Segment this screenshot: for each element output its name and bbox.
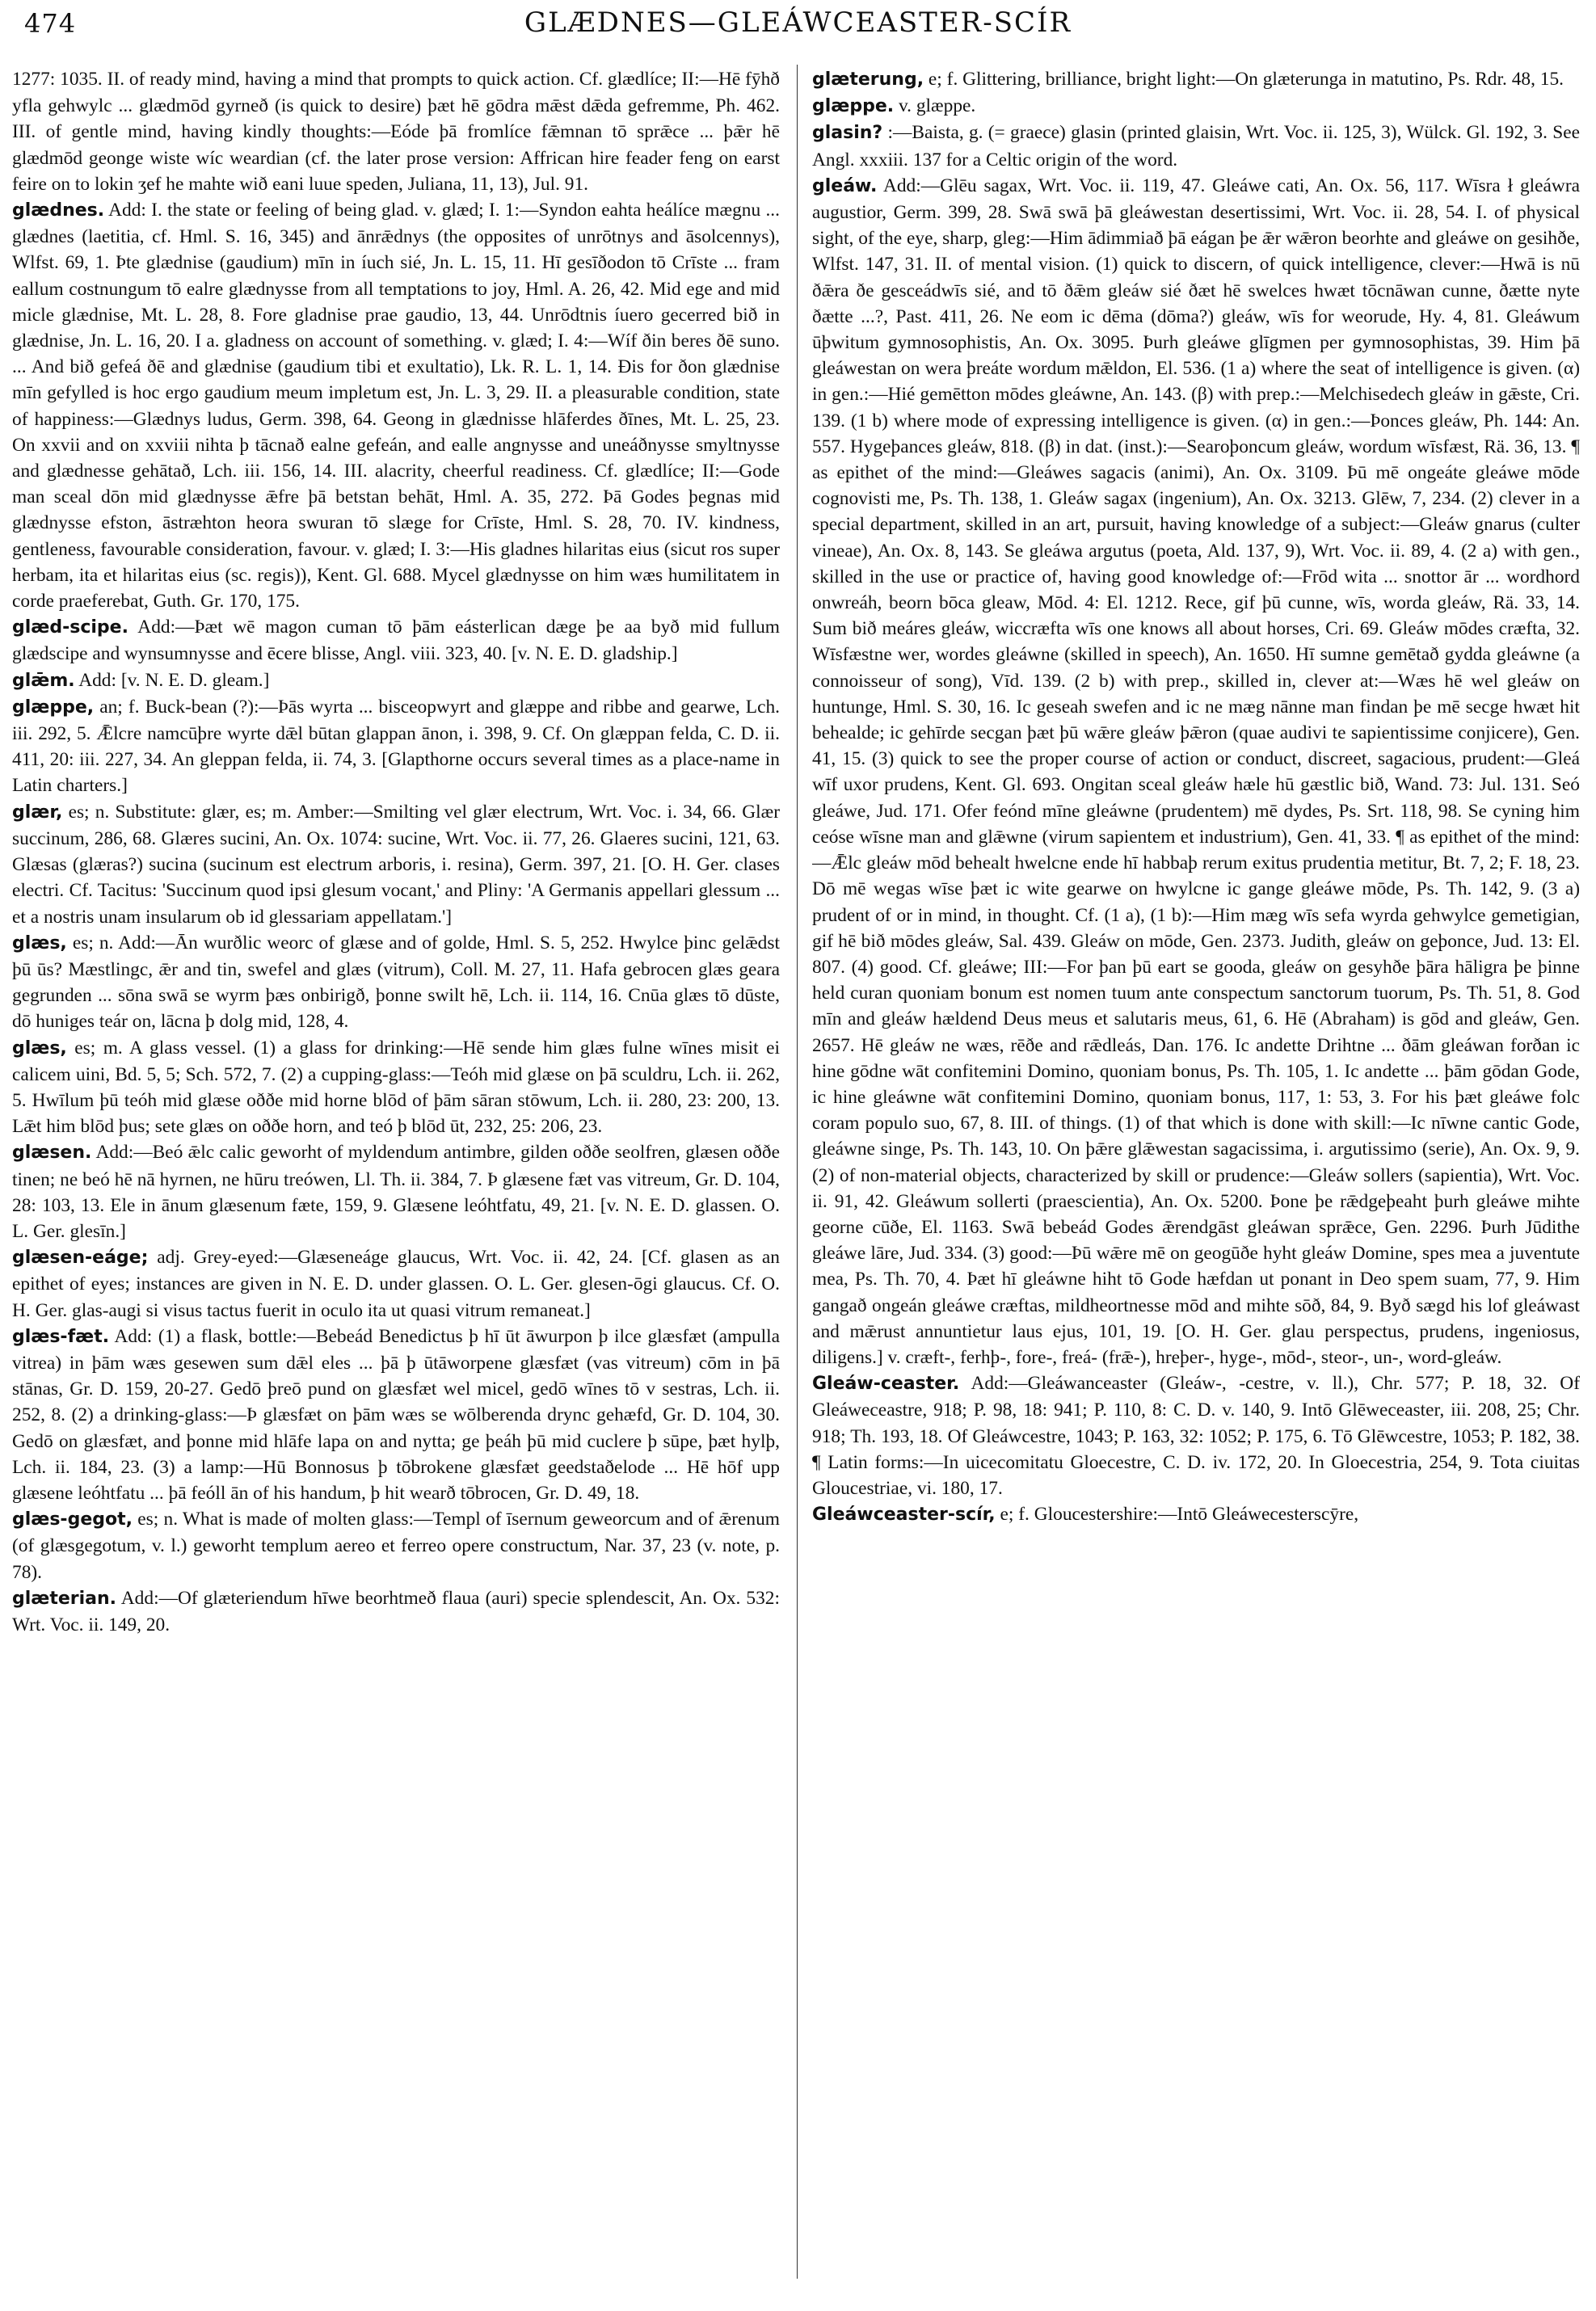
entry-text: Add:—Beó ǣlc calic geworht of myldendum antimbre, gilden oððe seolfren, glæsen oððe tinen; ne beó hē nā hyrnen, ne hūru treówen, Ll. Th. ii. 384, 7. Þ glæsene fæt vas vitreum, Gr. D. 104, 28: 103, 13. Ele in ānum glæsenum fæte, 159, 9. Glæsene leóhtfatu, 49, 21. [v. N. E. D. glassen. O. L. Ger. glesīn.] [12,1142,780,1242]
dictionary-entry [12,614,780,667]
dictionary-entry [812,1501,1580,1528]
entry-headword: gleáw. [812,175,878,196]
dictionary-entry [12,799,780,930]
dictionary-entry [812,1370,1580,1501]
entry-headword: glædnes. [12,200,105,221]
dictionary-entry [812,93,1580,120]
entry-headword: glæs, [12,1038,67,1059]
dictionary-entry [12,1585,780,1638]
entry-text: v. glæppe. [898,95,976,117]
entry-headword: glæsen-eáge; [12,1248,149,1269]
entry-text: Add: (1) a flask, bottle:—Bebeád Benedictus þ hī ūt āwurpon þ ilce glæsfæt (ampulla vitrea) in þām wæs gesewen sum dǣl eles ... þā þ ūtāworpene glæsfæt (vas vitreum) cōm in þā stānas, Gr. D. 159, 20-27. Gedō þreō pund on glæsfæt wel micel, gedō wīnes tō v sestras, Lch. ii. 252, 8. (2) a drinking-glass:—Þ glæsfæt on þām wæs se wōlberenda drync gehæfd, Gr. D. 104, 30. Gedō on glæsfæt, and þonne mid hlāfe lapa on and nytta; ge þeáh þū mid cuclere þ sūpe, þæt hylþ, Lch. ii. 184, 23. (3) a lamp:—Hū Bonnosus þ tōbrokene glæsfæt geedstaðelode ... Hē hōf upp glæsene leóhtfatu ... þā feóll ān of his handum, þ hit wearð tōbrocen, Gr. D. 49, 18. [12,1325,780,1504]
entry-headword: glæs, [12,932,67,953]
entry-headword: glæterung, [812,69,924,90]
entry-text: es; m. A glass vessel. (1) a glass for drinking:—Hē sende him glæs fulne wīnes misit ei calicem uini, Bd. 5, 5; Sch. 572, 7. (2) a cupping-glass:—Teóh mid glæse on þā sculdru, Lch. ii. 262, 5. Hwīlum þū teóh mid glæse oððe mid horne blōd of þām sāran stōwum, Lch. ii. 280, 23: 200, 13. Lǣt him blōd þus; sete glæs on oððe horn, and teó þ blōd ūt, 232, 25: 206, 23. [12,1037,780,1138]
dictionary-entry [12,197,780,614]
dictionary-entry [12,1035,780,1140]
running-head: GLÆDNES—GLEÁWCEASTER-SCÍR [524,6,1072,39]
entry-headword: glæterian. [12,1588,117,1609]
dictionary-entry [12,1506,780,1585]
entry-text: Add: I. the state or feeling of being glad. v. glæd; I. 1:—Syndon eahta heálíce mægnu ... glædnes (laetitia, cf. Hml. S. 16, 345) and ānrǣdnys (the opposites of unrōtnys and āsolcennys), Wlfst. 69, 1. Þte glædnise (gaudium) mīn in íuch sié, Jn. L. 15, 11. Hī gesīðodon tō Crīste ... fram eallum costnungum tō ealre glædnysse from all temptations to joy, Hml. A. 26, 42. Mid ege and mid micle glædnise, Mt. L. 28, 8. Fore gladnise prae gaudio, 13, 44. Unrōdtnis íuero gecerred bið in glædnise, Jn. L. 16, 20. I a. gladness on account of something. v. glæd; I. 4:—Wíf ðin beres ðē suno. ... And bið gefeá ðē and glædnise (gaudium tibi et exultatio), Lk. R. L. 1, 14. Ðis for ðon glædnise mīn gefylled is hoc ergo gaudium meum impletum est, Jn. L. 3, 29. II. a pleasurable condition, state of happiness:—Glædnys ludus, Germ. 398, 64. Geong in glædnisse hlāferdes ðīnes, Mt. L. 25, 23. On xxvii and on xxviii nihta þ tācnað ealne gefeán, and ealle angnysse and uneáðnysse smyltnysse and glædnesse gehātað, Lch. iii. 156, 14. III. alacrity, cheerful readiness. Cf. glædlíce; II:—Gode man sceal dōn mid glædnysse ǣfre þā betstan behāt, Hml. A. 35, 272. Þā Godes þegnas mid glædnysse efston, āstræhton heora swuran tō slæge for Crīste, Hml. S. 28, 70. IV. kindness, gentleness, favourable consideration, favour. v. glæd; I. 3:—His gladnes hilaritas eius (sicut ros super herbam, ita et hilaritas eius (sc. regis)), Kent. Gl. 688. Mycel glædnysse on him wæs humilitatem in corde praeferebat, Guth. Gr. 170, 175. [12,200,780,612]
dictionary-entry [12,1324,780,1506]
entry-text: :—Baista, g. (= graece) glasin (printed glaisin, Wrt. Voc. ii. 125, 3), Wülck. Gl. 192, 3. See Angl. xxxiii. 137 for a Celtic origin of the word. [812,122,1580,170]
dictionary-entry [12,1139,780,1244]
entry-headword: glær, [12,802,63,823]
entry-headword: glæs-gegot, [12,1509,133,1530]
entry-text: es; n. Substitute: glær, es; m. Amber:—Smilting vel glær electrum, Wrt. Voc. i. 34, 66. Glær succinum, 286, 68. Glæres sucini, An. Ox. 1074: sucine, Wrt. Voc. ii. 77, 26. Glaeres sucini, 121, 63. Glæsas (glæras?) sucina (sucinum est electrum arboris, i. resina), Germ. 397, 21. [O. H. Ger. clases electri. Cf. Tacitus: 'Succinum quod ipsi glesum vocant,' and Pliny: 'A Germanis appellari glessum ... et a nostris unam insularum ob id glessariam appellatam.'] [12,801,780,928]
entry-text: 1277: 1035. II. of ready mind, having a mind that prompts to quick action. Cf. glædlíce; II:—Hē fȳhð yfla gehwylc ... glædmōd gyrneð (is quick to desire) þæt hē gōdra mǣst dǣda gefremme, Ph. 462. III. of gentle mind, having kindly thoughts:—Eóde þā fromlíce fǣmnan tō sprǣce ... þǣr hē glædmōd geonge wiste wíc weardian (cf. the later prose version: Affrican hire feader feng on earst feire on to lokin ʒef he mahte wið eani luue speden, Juliana, 11, 13), Jul. 91. [12,69,780,195]
entry-headword: Gleáw-ceaster. [812,1374,960,1395]
dictionary-entry [12,667,780,694]
dictionary-entry [12,694,780,799]
entry-text: e; f. Glittering, brilliance, bright light:—On glæterunga in matutino, Ps. Rdr. 48, 15. [928,69,1564,90]
page-number: 474 [24,8,77,39]
right-column [812,66,1580,2296]
entry-text: es; n. What is made of molten glass:—Templ of īsernum geweorcum and of ǣrenum (of glæsgegotum, v. l.) geworht templum aereo et ferreo opere constructum, Nar. 37, 23 (v. note, p. 78). [12,1509,780,1583]
dictionary-entry [12,930,780,1035]
dictionary-entry [812,66,1580,93]
dictionary-entry [12,1244,780,1324]
page-header [0,0,1596,48]
dictionary-entry [812,173,1580,1370]
entry-text: Add:—Gleáwanceaster (Gleáw-, -cestre, v. ll.), Chr. 577; P. 18, 32. Of Gleáweceastre, 918; P. 98, 18: 941; P. 110, 8: C. D. v. 140, 9. Intō Glēweceaster, iii. 208, 25; Chr. 918; Th. 193, 18. Of Gleáwcestre, 1043; P. 163, 32: 1052; P. 175, 6. Tō Glēwcestre, 1053; P. 182, 38. ¶ Latin forms:—In uicecomitatu Gloecestre, C. D. iv. 172, 20. In Gloecestria, 254, 9. Tota ciuitas Gloucestriae, vi. 180, 17. [812,1373,1580,1499]
entry-headword: glæppe. [812,96,895,117]
entry-text: adj. Grey-eyed:—Glæseneáge glaucus, Wrt. Voc. ii. 42, 24. [Cf. glasen as an epithet of eyes; instances are given in N. E. D. under glassen. O. L. Ger. glesen-ōgi glaucus. Cf. O. H. Ger. glas-augi si visus tactus fuerit in oculo ita ut quasi vitrum remaneat.] [12,1247,780,1321]
entry-headword: glasin? [812,123,883,144]
entry-text: Add:—Glēu sagax, Wrt. Voc. ii. 119, 47. Gleáwe cati, An. Ox. 56, 117. Wīsra ł gleáwra augustior, Germ. 399, 28. Swā swā þā gleáwestan desertissimi, Wrt. Voc. ii. 28, 54. I. of physical sight, of the eye, sharp, gleg:—Him ādimmiað þā eágan þe ǣr wǣron beorhte and gleáwe on gesihðe, Wlfst. 147, 31. II. of mental vision. (1) quick to discern, of quick intelligence, clever:—Hwā is nū ðǣra ðe gesceádwīs sié, and tō ðǣm gleáw sié ðæt hē swelces hwæt tōcnāwan cunne, ðætte nyte ðætte ...?, Past. 411, 26. Ne eom ic dēma (dōma?) gleáw, wīs for weorude, Hy. 4, 81. Gleáwum ūþwitum gymnosophistis, An. Ox. 3095. Þurh gleáwe glīgmen per gymnosophistas, 39. Him þā gleáwestan on wera þreáte wordum mǣldon, El. 536. (1 a) where the seat of intelligence is given. (α) in gen.:—Hié gemētton mōdes gleáwne, An. 143. (β) with prep.:—Melchisedech gleáw in gǣste, Cri. 139. (1 b) where mode of expressing intelligence is given. (α) in gen.:—Þonces gleáw, Ph. 144: An. 557. Hygeþances gleáw, 818. (β) in dat. (inst.):—Searoþoncum gleáw, wordum wīsfæst, Rä. 36, 13. ¶ as epithet of the mind:—Gleáwes sagacis (animi), An. Ox. 3109. Þū mē ongeáte gleáwe mōde cognovisti me, Ps. Th. 138, 1. Gleáw sagax (ingenium), An. Ox. 3213. Glēw, 7, 234. (2) clever in a special department, skilled in an art, pursuit, having knowledge of a subject:—Gleáw gnarus (culter vineae), An. Ox. 8, 143. Se gleáwa argutus (poeta, Ald. 137, 9), Wrt. Voc. ii. 89, 4. (2 a) with gen., skilled in the use or practice of, having good knowledge of:—Frōd wita ... snottor ār ... wordhord onwreáh, beorn bōca gleaw, Mōd. 4: El. 1212. Rece, gif þū cunne, wīs, worda gleáw, Rä. 33, 14. Sum bið meáres gleáw, wiccræfta wīs one knows all about horses, Cri. 69. Gleáw mōdes cræfta, 32. Wīsfæstne wer, wordes gleáwne (skilled in speech), An. 1650. Hī sumne gemētað gydda gleáwne (a connoisseur of song), Vīd. 139. (2 b) with prep., skilled in, clever at:—Wæs hē wel gleáw on huntunge, Hml. S. 30, 16. Ic geseah swefen and ic ne mæg nānne man findan þe mē secge hwæt hit behealde; ic gehīrde secgan þæt þū wǣre gleáw þǣron (quae audivi te sapientissime conjicere), Gen. 41, 15. (3) quick to see the proper course of action or conduct, discreet, sagacious, prudent:—Gleá wīf uxor prudens, Kent. Gl. 693. Ongitan sceal gleáw hæle hū gæstlic bið, Wand. 73: Jul. 131. Seó gleáwe, Jud. 171. Ofer feónd mīne gleáwne (prudentem) mē dydes, Ps. Srt. 118, 98. Se cyning him ceóse wīsne man and glǣwne (virum sapientem et industrium), Gen. 41, 33. ¶ as epithet of the mind:—Ǣlc gleáw mōd behealt hwelcne ende hī habbaþ rerum exitus prudentia metitur, Bt. 7, 2; F. 18, 23. Dō mē wegas wīse þæt ic wite gearwe on hwylcne ic gange gleáwe mōde, Ps. Th. 142, 9. (3 a) prudent of or in mind, in thought. Cf. (1 a), (1 b):—Him mæg wīs sefa wyrda gehwylce gemetigian, gif hē bið mōdes gleáw, Sal. 439. Gleáw on mōde, Gen. 2373. Judith, gleáw on geþonce, Jud. 13: El. 807. (4) good. Cf. gleáwe; III:—For þan þū eart se gooda, gleáw on gesyhðe þāra hāligra þe þinne held curan quoniam bonum est nomen tuum ante conspectum sanctorum tuorum, Ps. Th. 51, 8. God mīn and gleáw hældend Deus meus et salutaris meus, 61, 6. Hē (Abraham) is gōd and gleáw, Gen. 2657. Hē gleáw ne wæs, rēðe and rǣdleás, Dan. 176. Ic andette Drihtne ... ðām gleáwan forðan ic hine gōdne wāt confitemini Domino, quoniam bonus, Ps. Th. 105, 1. Ic andette ... þām gōdan Gode, ic hine gleáwne wāt confitemini Domino, quoniam bonus, 117, 1: 53, 3. For his þæt gleáwe folc coram populo suo, 67, 8. III. of things. (1) of that which is done with skill:—Ic nīwne cantic Gode, gleáwne singe, Ps. Th. 143, 10. On þǣre glǣwestan sagacissima, i. argutissimo (serie), An. Ox. 9, 9. (2) of non-material objects, characterized by skill or prudence:—Gleáw sollers (sapientia), Wrt. Voc. ii. 91, 42. Gleáwum sollerti (praescientia), An. Ox. 5200. Þone þe rǣdgeþeaht þurh gleáwe mihte georne cūðe, El. 1163. Swā bebeád Godes ǣrendgāst gleáwan sprǣce, Gen. 2296. Þurh Jūdithe gleáwe lāre, Jud. 334. (3) good:—Þū wǣre mē on geogūðe hyht gleáw Domine, spes mea a juventute mea, Ps. Th. 70, 4. Þæt hī gleáwne hiht tō Gode hæfdan ut ponant in Deo spem suam, 77, 9. Him gangað ongeán gleáwe cræftas, mildheortnesse mōd and mihte sōð, 84, 9. Byð sægd his lof gleáwast and mǣrust annuntietur laus ejus, 101, 19. [O. H. Ger. glau perspectus, prudens, ingeniosus, diligens.] v. cræft-, ferhþ-, fore-, freá- (frǣ-), hreþer-, hyge-, mōd-, steor-, un-, word-gleáw. [812,175,1580,1368]
entry-headword: Gleáwceaster-scír, [812,1505,996,1526]
entry-text: Add:—Þæt wē magon cuman tō þām eásterlican dæge þe aa byð mid fullum glædscipe and wynsumnysse and ēcere blisse, Angl. viii. 323, 40. [v. N. E. D. gladship.] [12,617,780,665]
left-column [12,66,780,2296]
entry-headword: glæsen. [12,1143,92,1164]
entry-text: Add:—Of glæteriendum hīwe beorhtmeð flaua (auri) specie splendescit, An. Ox. 532: Wrt. Voc. ii. 149, 20. [12,1587,780,1635]
entry-headword: glæppe, [12,697,95,718]
entry-text: e; f. Gloucestershire:—Intō Gleáwecesterscȳre, [1000,1504,1359,1526]
entry-text: an; f. Buck-bean (?):—Þās wyrta ... bisceopwyrt and glæppe and ribbe and gearwe, Lch. iii. 292, 5. Ǣlcre namcūþre wyrte dǣl būtan glappan ānon, i. 398, 9. Cf. On glæppan felda, C. D. ii. 411, 20: iii. 227, 34. An gleppan felda, ii. 74, 3. [Glapthorne occurs several times as a place-name in Latin charters.] [12,696,780,797]
dictionary-entry [12,66,780,197]
entry-text: es; n. Add:—Ān wurðlic weorc of glæse and of golde, Hml. S. 5, 252. Hwylce þinc gelǣdst þū ūs? Mæstlingc, ǣr and tin, swefel and glæs (vitrum), Coll. M. 27, 11. Hafa gebrocen glæs geara gegrunden ... sōna swā se wyrm þæs onbirigð, þonne swilt hē, Lch. ii. 114, 16. Cnūa glæs tō dūste, dō huniges teár on, lācna þ dolg mid, 128, 4. [12,932,780,1033]
entry-headword: glæs-fæt. [12,1326,110,1347]
column-divider [797,65,798,2279]
entry-text: Add: [v. N. E. D. gleam.] [78,669,270,691]
entry-headword: glǣm. [12,670,75,691]
entry-headword: glæd-scipe. [12,617,128,638]
dictionary-entry [812,120,1580,172]
